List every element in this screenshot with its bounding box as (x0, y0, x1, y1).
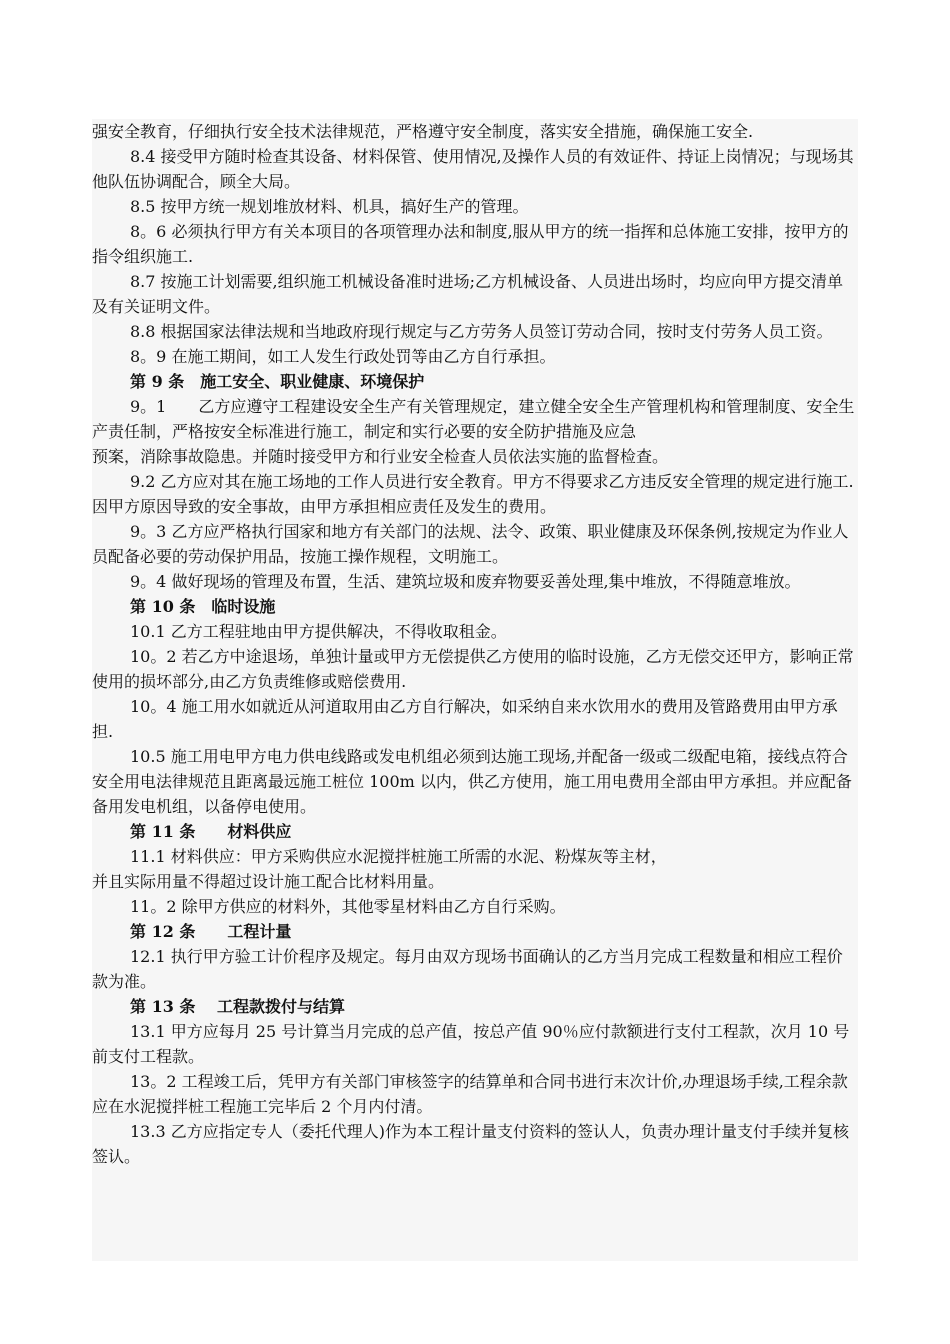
paragraph-11-2: 11。2 除甲方供应的材料外，其他零星材料由乙方自行采购。 (130, 897, 566, 916)
paragraph-10-1: 10.1 乙方工程驻地由甲方提供解决，不得收取租金。 (130, 622, 507, 641)
paragraph-8-5: 8.5 按甲方统一规划堆放材料、机具，搞好生产的管理。 (130, 197, 529, 216)
paragraph-13-3: 13.3 乙方应指定专人（委托代理人)作为本工程计量支付资料的签认人，负责办理计量支付手续并复核签认。 (92, 1122, 849, 1166)
paragraph-9-1: 9。1 乙方应遵守工程建设安全生产有关管理规定，建立健全安全生产管理机构和管理制度、安全生产责任制，严格按安全标准进行施工，制定和实行必要的安全防护措施及应急 (92, 397, 855, 441)
paragraph-9-4: 9。4 做好现场的管理及布置，生活、建筑垃圾和废弃物要妥善处理,集中堆放，不得随意堆放。 (130, 572, 801, 591)
paragraph: 强安全教育，仔细执行安全技术法律规范，严格遵守安全制度，落实安全措施，确保施工安全. (92, 122, 754, 141)
paragraph-8-9: 8。9 在施工期间，如工人发生行政处罚等由乙方自行承担。 (130, 347, 556, 366)
paragraph-8-7: 8.7 按施工计划需要,组织施工机械设备准时进场;乙方机械设备、人员进出场时，均应向甲方提交清单及有关证明文件。 (92, 272, 844, 316)
paragraph-9-3: 9。3 乙方应严格执行国家和地方有关部门的法规、法令、政策、职业健康及环保条例,按规定为作业人员配备必要的劳动保护用品，按施工操作规程，文明施工。 (92, 522, 849, 566)
section-heading-9: 第 9 条 施工安全、职业健康、环境保护 (130, 372, 425, 391)
paragraph-9-2: 9.2 乙方应对其在施工场地的工作人员进行安全教育。甲方不得要求乙方违反安全管理的规定进行施工.因甲方原因导致的安全事故，由甲方承担相应责任及发生的费用。 (92, 472, 854, 516)
paragraph-11-1: 11.1 材料供应：甲方采购供应水泥搅拌桩施工所需的水泥、粉煤灰等主材， (130, 847, 667, 866)
section-heading-11: 第 11 条 材料供应 (130, 822, 292, 841)
document-body (92, 119, 858, 1261)
paragraph-12-1: 12.1 执行甲方验工计价程序及规定。每月由双方现场书面确认的乙方当月完成工程数量和相应工程价款为准。 (92, 947, 843, 991)
paragraph-11-1-cont: 并且实际用量不得超过设计施工配合比材料用量。 (92, 872, 445, 891)
section-heading-12: 第 12 条 工程计量 (130, 922, 292, 941)
section-heading-10: 第 10 条 临时设施 (130, 597, 276, 616)
paragraph-13-1: 13.1 甲方应每月 25 号计算当月完成的总产值，按总产值 90％应付款额进行支付工程款，次月 10 号前支付工程款。 (92, 1022, 850, 1066)
paragraph-10-4: 10。4 施工用水如就近从河道取用由乙方自行解决，如采纳自来水饮用水的费用及管路费用由甲方承担. (92, 697, 838, 741)
paragraph-10-5: 10.5 施工用电甲方电力供电线路或发电机组必须到达施工现场,并配备一级或二级配电箱，接线点符合安全用电法律规范且距离最远施工桩位 100m 以内，供乙方使用，施工用电费用全部由甲方承担。并应配备备用发电机组，以备停电使用。 (92, 747, 852, 816)
paragraph-8-8: 8.8 根据国家法律法规和当地政府现行规定与乙方劳务人员签订劳动合同，按时支付劳务人员工资。 (130, 322, 833, 341)
paragraph-13-2: 13。2 工程竣工后，凭甲方有关部门审核签字的结算单和合同书进行末次计价,办理退场手续,工程余款应在水泥搅拌桩工程施工完毕后 2 个月内付清。 (92, 1072, 848, 1116)
paragraph-8-4: 8.4 接受甲方随时检查其设备、材料保管、使用情况,及操作人员的有效证件、持证上岗情况；与现场其他队伍协调配合，顾全大局。 (92, 147, 854, 191)
paragraph-8-6: 8。6 必须执行甲方有关本项目的各项管理办法和制度,服从甲方的统一指挥和总体施工安排，按甲方的指令组织施工. (92, 222, 849, 266)
section-heading-13: 第 13 条 工程款拨付与结算 (130, 997, 345, 1016)
paragraph-10-2: 10。2 若乙方中途退场，单独计量或甲方无偿提供乙方使用的临时设施，乙方无偿交还甲方，影响正常使用的损坏部分,由乙方负责维修或赔偿费用. (92, 647, 854, 691)
paragraph-9-1-cont: 预案，消除事故隐患。并随时接受甲方和行业安全检查人员依法实施的监督检查。 (92, 447, 669, 466)
